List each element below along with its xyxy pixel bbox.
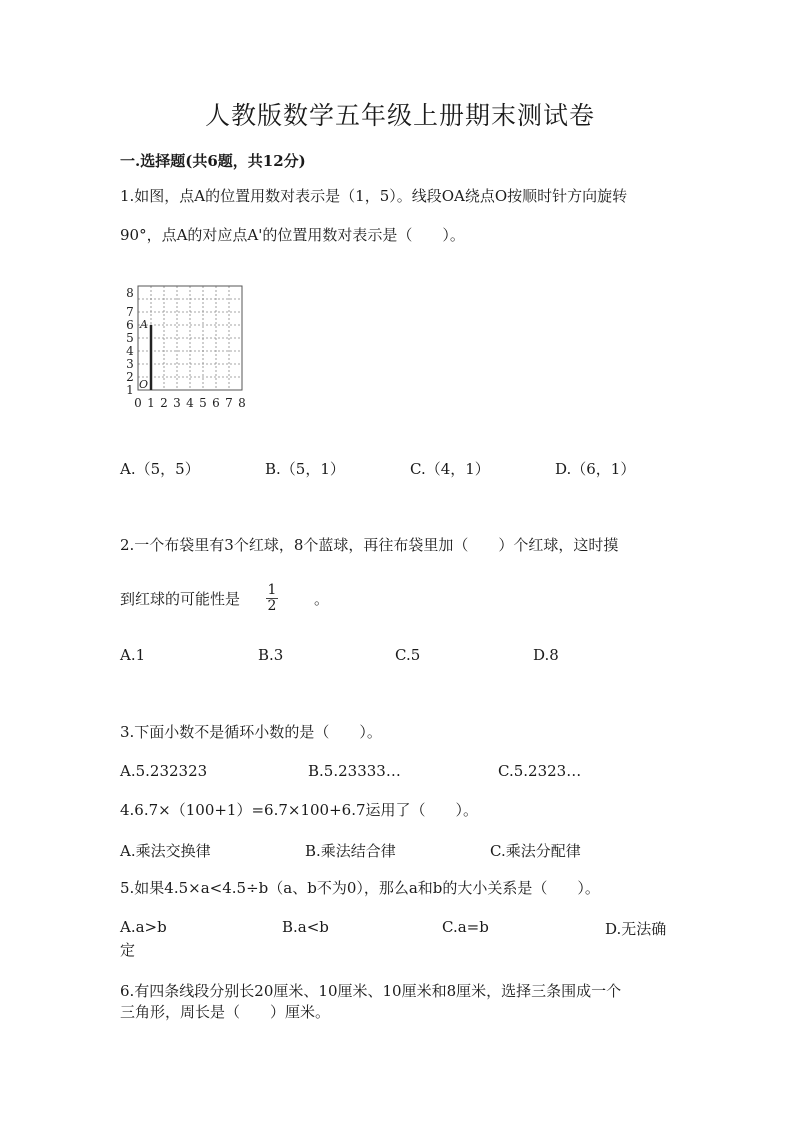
coordinate-grid-figure (118, 280, 258, 412)
q1-option-d: D.（6，1） (555, 460, 636, 478)
page-title: 人教版数学五年级上册期末测试卷 (204, 101, 595, 130)
question-6-line-1: 6.有四条线段分别长20厘米、10厘米、10厘米和8厘米，选择三条围成一个 (120, 982, 622, 1000)
question-5-line-1: 5.如果4.5×a<4.5÷b（a、b不为0），那么a和b的大小关系是（ ）。 (120, 879, 600, 897)
y-label-2: 2 (126, 370, 134, 384)
x-label-8: 8 (238, 396, 246, 410)
question-3-line-1: 3.下面小数不是循环小数的是（ ）。 (120, 723, 382, 741)
q2-option-c: C.5 (395, 646, 421, 664)
question-2-line-2 (120, 583, 329, 614)
q5-option-wrap: 定 (120, 941, 136, 959)
q3-option-b: B.5.23333… (308, 762, 401, 780)
q2-option-b: B.3 (258, 646, 284, 664)
q3-option-a: A.5.232323 (120, 762, 208, 780)
q5-option-b: B.a<b (282, 918, 329, 936)
question-6-line-2: 三角形，周长是（ ）厘米。 (120, 1003, 331, 1021)
x-label-6: 6 (212, 396, 220, 410)
question-2-line-2-prefix: 到红球的可能性是 (120, 589, 241, 608)
y-label-7: 7 (126, 305, 134, 319)
point-a-label: A (140, 318, 148, 331)
y-label-1: 1 (126, 383, 134, 397)
question-1-line-2: 90°，点A的对应点A'的位置用数对表示是（ ）。 (120, 226, 465, 244)
question-2-line-1: 2.一个布袋里有3个红球，8个蓝球，再往布袋里加（ ）个红球，这时摸 (120, 536, 619, 554)
question-4-line-1: 4.6.7×（100+1）=6.7×100+6.7运用了（ ）。 (120, 801, 479, 819)
q1-option-b: B.（5，1） (265, 460, 345, 478)
x-label-7: 7 (225, 396, 233, 410)
section-heading: 一.选择题(共6题，共12分) (120, 152, 306, 170)
x-label-4: 4 (186, 396, 194, 410)
q5-option-a: A.a>b (120, 918, 167, 936)
y-label-4: 4 (126, 344, 134, 358)
y-label-3: 3 (126, 357, 134, 371)
y-label-8: 8 (126, 286, 134, 300)
x-label-1: 1 (147, 396, 155, 410)
question-1-line-1: 1.如图，点A的位置用数对表示是（1，5）。线段OA绕点O按顺时针方向旋转 (120, 187, 628, 205)
q4-option-a: A.乘法交换律 (120, 842, 211, 860)
q3-option-c: C.5.2323… (498, 762, 582, 780)
x-label-5: 5 (199, 396, 207, 410)
q5-option-d: D.无法确 (605, 920, 667, 938)
question-2-line-2-suffix: 。 (314, 589, 330, 608)
point-o-label: O (139, 378, 149, 391)
grid-lines (138, 286, 242, 390)
q2-option-a: A.1 (120, 646, 146, 664)
q4-option-c: C.乘法分配律 (490, 842, 581, 860)
fraction-one-half (266, 583, 278, 614)
y-label-6: 6 (126, 318, 134, 332)
q1-option-a: A.（5，5） (120, 460, 200, 478)
q5-option-c: C.a=b (442, 918, 489, 936)
x-label-2: 2 (160, 396, 168, 410)
x-label-3: 3 (173, 396, 181, 410)
q2-option-d: D.8 (533, 646, 559, 664)
q4-option-b: B.乘法结合律 (305, 842, 396, 860)
fraction-denominator: 2 (267, 598, 277, 614)
x-label-0: 0 (134, 396, 142, 410)
y-label-5: 5 (126, 331, 134, 345)
fraction-numerator: 1 (267, 582, 277, 598)
q1-option-c: C.（4，1） (410, 460, 490, 478)
